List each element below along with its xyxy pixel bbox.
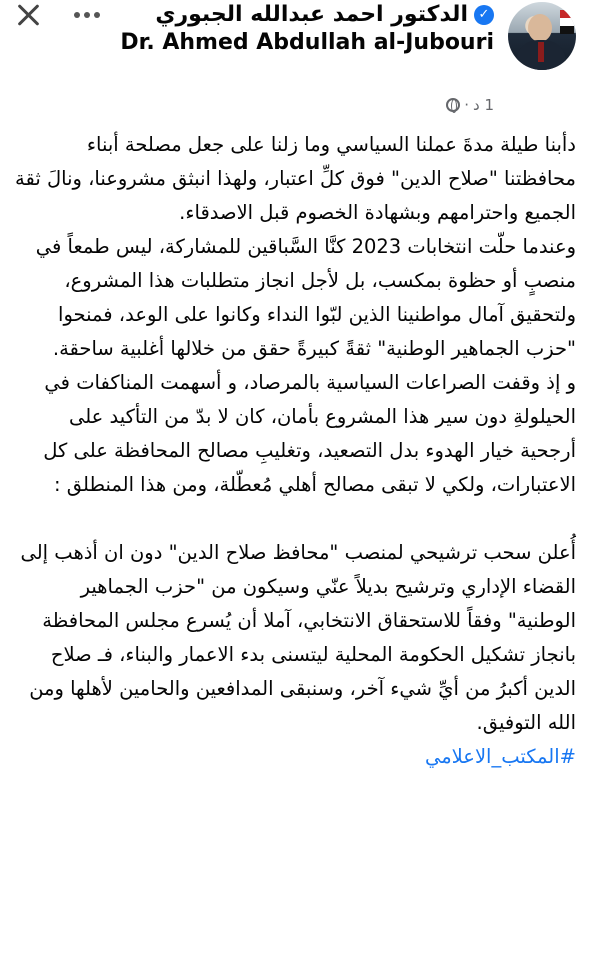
verified-badge-icon: ✓ — [474, 5, 494, 25]
hashtag-link[interactable]: #المكتب_الاعلامي — [424, 745, 576, 768]
post-paragraph: أُعلن سحب ترشيحي لمنصب "محافظ صلاح الدين" دون ان أذهب إلى القضاء الإداري وترشيح بديلاً عنّي وسيكون من "حزب الجماهير الوطنية" وفقاً للاستحقاق الانتخابي، آملا أن يُسرع مجلس المحافظة بانجاز تشكيل الحكومة المحلية ليتسنى بدء الاعمار والبناء، فـ صلاح الدين أكبرُ من أيِّ شيء آخر، وسنبقى المدافعين والحامين لأهلها ومن الله التوفيق. — [20, 541, 576, 734]
post-paragraph: وعندما حلّت انتخابات 2023 كنَّا السَّباقين للمشاركة، ليس طمعاً في منصبٍ أو حظوة بمكسب، بل لأجل انجاز متطلبات هذا المشروع، ولتحقيق آمال مواطنينا الذين لبّوا النداء وكانوا على الوعد، فمنحوا "حزب الجماهير الوطنية" ثقةً كبيرةً حقق من خلالها أغلبية ساحقة. — [35, 235, 576, 360]
author-name-english[interactable]: Dr. Ahmed Abdullah al-Jubouri — [120, 30, 494, 55]
post-paragraph: دأبنا طيلة مدةَ عملنا السياسي وما زلنا على جعل مصلحة أبناء محافظتنا "صلاح الدين" فوق كلِّ اعتبار، ولهذا انبثق مشروعنا، ونالَ ثقة الجميع واحترامهم وبشهادة الخصوم قبل الاصدقاء. — [15, 133, 576, 224]
post-body — [14, 128, 576, 774]
close-icon[interactable] — [14, 1, 42, 29]
globe-icon[interactable] — [446, 98, 460, 112]
flag-image — [560, 10, 574, 34]
post-meta — [446, 96, 494, 114]
meta-separator: · — [464, 96, 469, 114]
post-paragraph: و إذ وقفت الصراعات السياسية بالمرصاد، و أسهمت المناكفات في الحيلولةِ دون سير هذا المشروع بأمان، كان لا بدّ من التأكيد على أرجحية خيار الهدوء بدل التصعيد، وتغليبِ مصالح المحافظة على كل الاعتبارات، ولكي لا تبقى مصالح أهلي مُعطّلة، ومن هذا المنطلق : — [43, 371, 576, 496]
top-actions — [14, 0, 102, 30]
author-name-arabic-row[interactable] — [94, 2, 494, 27]
post-timestamp[interactable]: 1 د — [473, 96, 494, 114]
post-header — [94, 0, 494, 59]
avatar[interactable] — [508, 2, 576, 70]
author-name-arabic[interactable]: الدكتور احمد عبدالله الجبوري — [155, 2, 468, 27]
